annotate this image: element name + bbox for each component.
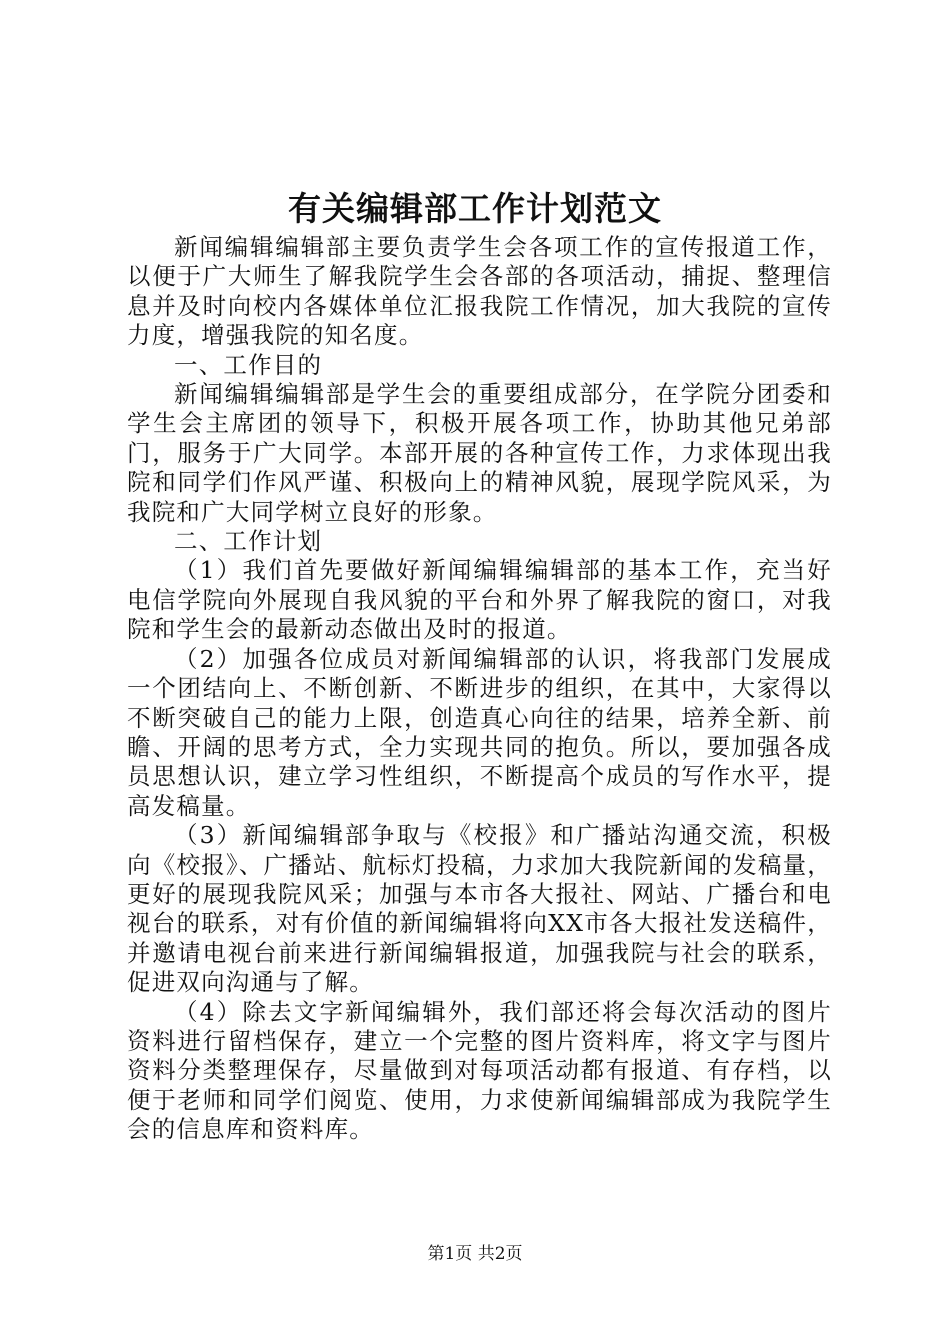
- plan-item-4: （4）除去文字新闻编辑外，我们部还将会每次活动的图片资料进行留档保存，建立一个完整的图片资料库，将文字与图片资料分类整理保存，尽量做到对每项活动都有报道、有存档，以便于老师和同学们阅览、使用，力求使新闻编辑部成为我院学生会的信息库和资料库。: [127, 997, 832, 1144]
- section-heading-purpose: 一、工作目的: [174, 350, 323, 379]
- document-title: 有关编辑部工作计划范文: [288, 189, 662, 228]
- purpose-paragraph: 新闻编辑编辑部是学生会的重要组成部分，在学院分团委和学生会主席团的领导下，积极开展各项工作，协助其他兄弟部门，服务于广大同学。本部开展的各种宣传工作，力求体现出我院和同学们作风严谨、积极向上的精神风貌，展现学院风采，为我院和广大同学树立良好的形象。: [127, 380, 832, 526]
- page-footer: 第1页 共2页: [427, 1244, 523, 1264]
- plan-item-2: （2）加强各位成员对新闻编辑部的认识，将我部门发展成一个团结向上、不断创新、不断进步的组织，在其中，大家得以不断突破自己的能力上限，创造真心向往的结果，培养全新、前瞻、开阔的思考方式，全力实现共同的抱负。所以，要加强各成员思想认识，建立学习性组织，不断提高个成员的写作水平，提高发稿量。: [127, 644, 832, 820]
- plan-item-3: （3）新闻编辑部争取与《校报》和广播站沟通交流，积极向《校报》、广播站、航标灯投稿，力求加大我院新闻的发稿量，更好的展现我院风采；加强与本市各大报社、网站、广播台和电视台的联系，对有价值的新闻编辑将向XX市各大报社发送稿件，并邀请电视台前来进行新闻编辑报道，加强我院与社会的联系，促进双向沟通与了解。: [127, 821, 832, 997]
- plan-item-1: （1）我们首先要做好新闻编辑编辑部的基本工作，充当好电信学院向外展现自我风貌的平台和外界了解我院的窗口，对我院和学生会的最新动态做出及时的报道。: [127, 556, 832, 644]
- section-heading-plan: 二、工作计划: [174, 527, 323, 556]
- document-body: [127, 233, 832, 1145]
- intro-paragraph: 新闻编辑编辑部主要负责学生会各项工作的宣传报道工作，以便于广大师生了解我院学生会各部的各项活动，捕捉、整理信息并及时向校内各媒体单位汇报我院工作情况，加大我院的宣传力度，增强我院的知名度。: [127, 233, 832, 350]
